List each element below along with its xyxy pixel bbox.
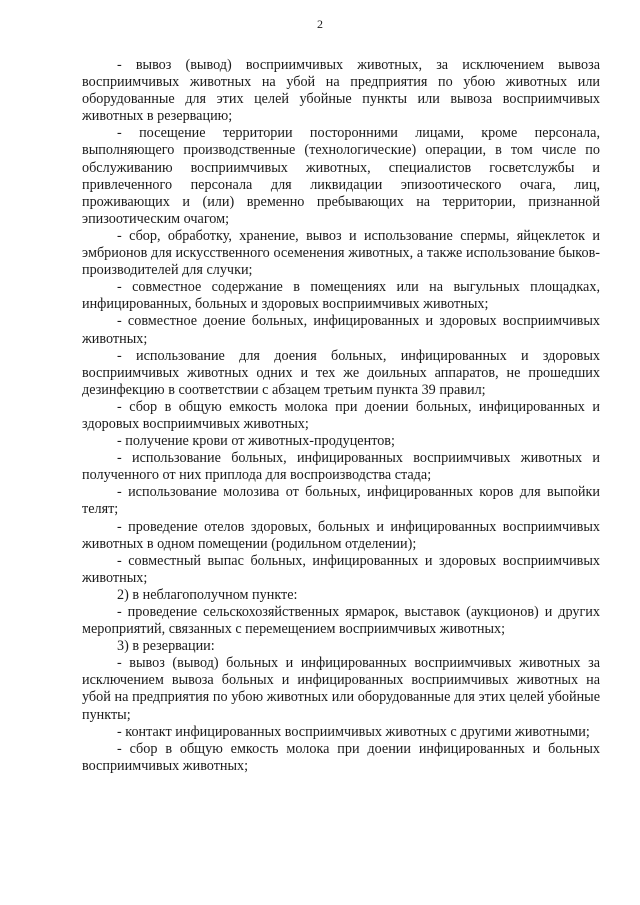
section-heading: 3) в резервации:: [117, 638, 215, 655]
paragraph: - совместный выпас больных, инфицированных и здоровых восприимчивых животных;: [82, 552, 600, 586]
paragraph: - вывоз (вывод) больных и инфицированных восприимчивых животных за исключением вывоза больных и инфицированных восприимчивых животных на убой на предприятия по убою животных или оборудованные для этих целей убойные пункты;: [82, 655, 600, 723]
paragraph: - использование для доения больных, инфицированных и здоровых восприимчивых животных одних и тех же доильных аппаратов, не прошедших дезинфекцию в соответствии с абзацем третьим пункта 39 правил;: [82, 347, 600, 398]
paragraph: - сбор в общую емкость молока при доении инфицированных и больных восприимчивых животных;: [82, 740, 600, 774]
document-body: [82, 57, 600, 775]
paragraph: - проведение сельскохозяйственных ярмарок, выставок (аукционов) и других мероприятий, связанных с перемещением восприимчивых животных;: [82, 604, 600, 638]
paragraph: - совместное содержание в помещениях или на выгульных площадках, инфицированных, больных и здоровых восприимчивых животных;: [82, 279, 600, 313]
paragraph: - использование больных, инфицированных восприимчивых животных и полученного от них приплода для воспроизводства стада;: [82, 450, 600, 484]
paragraph: - посещение территории посторонними лицами, кроме персонала, выполняющего производственные (технологические) операции, в том числе по обслуживанию восприимчивых животных, специалистов госветслужбы и привлеченного персонала для ликвидации эпизоотического очага, лиц, проживающих и (или) временно пребывающих на территории, признанной эпизоотическим очагом;: [82, 125, 600, 227]
page-number: 2: [317, 17, 323, 31]
paragraph: - контакт инфицированных восприимчивых животных с другими животными;: [117, 723, 590, 740]
paragraph: - получение крови от животных-продуцентов;: [117, 433, 395, 450]
paragraph: - вывоз (вывод) восприимчивых животных, за исключением вывоза восприимчивых животных на убой на предприятия по убою животных или оборудованные для этих целей убойные пункты или вывоза восприимчивых животных в резервацию;: [82, 57, 600, 125]
paragraph: - проведение отелов здоровых, больных и инфицированных восприимчивых животных в одном помещении (родильном отделении);: [82, 518, 600, 552]
paragraph: - использование молозива от больных, инфицированных коров для выпойки телят;: [82, 484, 600, 518]
paragraph: - совместное доение больных, инфицированных и здоровых восприимчивых животных;: [82, 313, 600, 347]
section-heading: 2) в неблагополучном пункте:: [117, 586, 298, 603]
paragraph: - сбор, обработку, хранение, вывоз и использование спермы, яйцеклеток и эмбрионов для искусственного осеменения животных, а также использование быков-производителей для случки;: [82, 227, 600, 279]
paragraph: - сбор в общую емкость молока при доении больных, инфицированных и здоровых восприимчивых животных;: [82, 398, 600, 432]
